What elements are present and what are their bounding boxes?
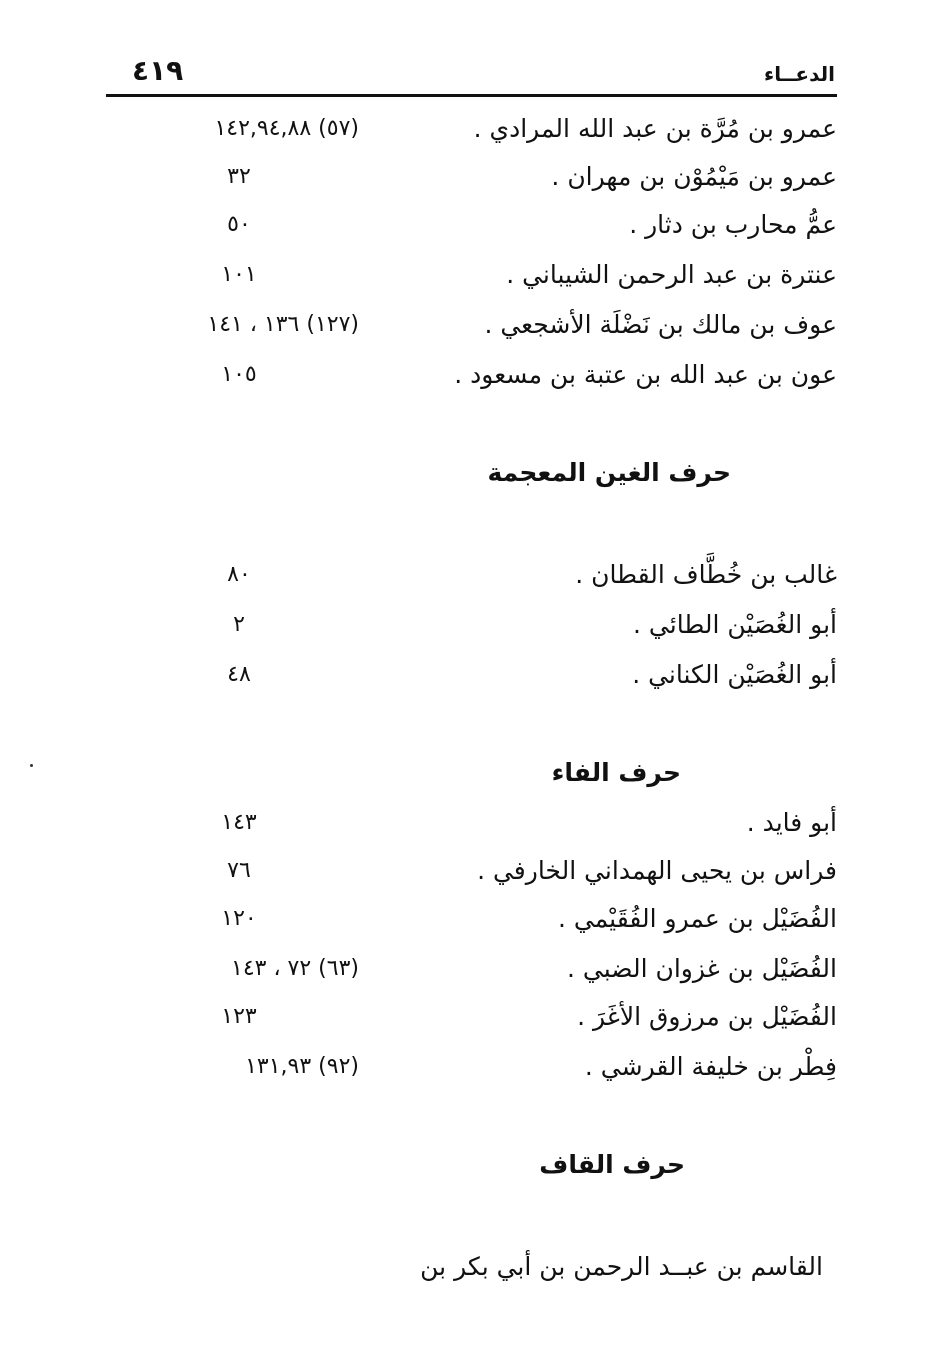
entry-name: الفُضَيْل بن عمرو الفُقَيْمي . (557, 904, 837, 933)
entry-refs: (٩٢) ١٣١,٩٣ (245, 1054, 359, 1079)
entry-name: الفُضَيْل بن غزوان الضبي . (567, 954, 837, 983)
index-entry (106, 114, 837, 160)
entry-refs: (٦٣) ٧٢ ، ١٤٣ (231, 956, 359, 981)
page-number: ٤١٩ (132, 54, 184, 87)
entry-refs: (١٢٧) ١٣٦ ، ١٤١ (207, 312, 359, 337)
entry-refs: ٣٢ (227, 164, 251, 189)
entry-name: أبو الغُصَيْن الكناني . (632, 660, 837, 689)
scan-speck (30, 764, 33, 767)
entry-name: فراس بن يحيى الهمداني الخارفي . (477, 856, 837, 885)
entry-name: فِطْر بن خليفة القرشي . (584, 1052, 837, 1081)
running-title: الدعــاء (764, 62, 835, 86)
index-entry (106, 1002, 837, 1048)
entry-refs: ٧٦ (227, 858, 251, 883)
section-heading: حرف الفاء (551, 758, 681, 787)
index-entry (106, 904, 837, 950)
entry-refs: ٥٠ (227, 212, 251, 237)
entry-refs: ١٢٣ (221, 1004, 257, 1029)
entry-refs: (٥٧) ١٤٢,٩٤,٨٨ (214, 116, 359, 141)
entry-name: عمُّ محارب بن دثار . (629, 210, 837, 239)
index-entry (106, 560, 837, 606)
entry-name: أبو الغُصَيْن الطائي . (633, 610, 837, 639)
section-heading: حرف الغين المعجمة (487, 458, 731, 487)
entry-refs: ١٠١ (221, 262, 257, 287)
index-entry (106, 210, 837, 256)
index-entry (106, 610, 837, 656)
section-heading: حرف القاف (539, 1150, 685, 1179)
index-entry (106, 808, 837, 854)
entry-name: الفُضَيْل بن مرزوق الأغَرَ . (577, 1002, 837, 1031)
entry-refs: ٤٨ (227, 662, 251, 687)
index-entry (106, 954, 837, 1000)
entry-name: غالب بن خُطَّاف القطان . (575, 560, 837, 589)
index-entry (106, 660, 837, 706)
entry-name: عون بن عبد الله بن عتبة بن مسعود . (454, 360, 837, 389)
entry-refs: ٨٠ (227, 562, 251, 587)
index-entry (106, 360, 837, 406)
entry-name: عمرو بن مُرَّة بن عبد الله المرادي . (473, 114, 837, 143)
entry-name: عنترة بن عبد الرحمن الشيباني . (506, 260, 837, 289)
page-header (106, 52, 837, 97)
entry-refs: ١٠٥ (221, 362, 257, 387)
entry-name: القاسم بن عبــد الرحمن بن أبي بكر بن (420, 1252, 823, 1281)
entry-name: عوف بن مالك بن نَضْلَة الأشجعي . (484, 310, 837, 339)
index-entry (106, 260, 837, 306)
index-entry (106, 162, 837, 208)
entry-refs: ٢ (233, 612, 245, 637)
entry-refs: ١٢٠ (221, 906, 257, 931)
index-entry (106, 1252, 837, 1298)
index-entry (106, 856, 837, 902)
entry-name: أبو فايد . (746, 808, 837, 837)
entry-refs: ١٤٣ (221, 810, 257, 835)
entry-name: عمرو بن مَيْمُوْن بن مهران . (551, 162, 837, 191)
index-entry (106, 310, 837, 356)
index-entry (106, 1052, 837, 1098)
